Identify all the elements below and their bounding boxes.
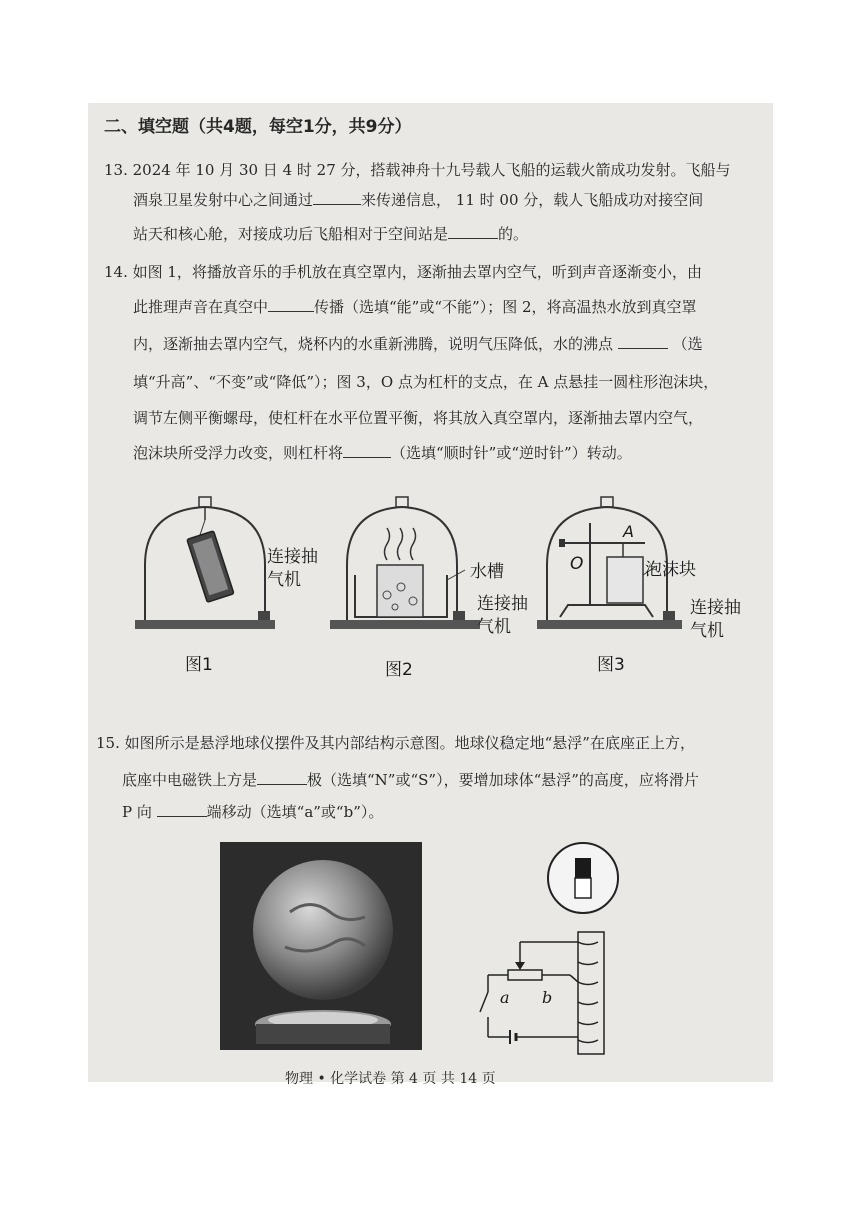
q15-text: 底座中电磁铁上方是 xyxy=(122,771,258,789)
answer-blank[interactable] xyxy=(343,443,391,458)
answer-blank[interactable] xyxy=(157,802,207,817)
electromagnet-circuit-diagram xyxy=(470,842,620,1057)
q14-text: （选 xyxy=(672,335,703,353)
q14-text: （选填“顺时针”或“逆时针”）转动。 xyxy=(391,444,632,462)
q14-text: 泡沫块所受浮力改变，则杠杆将 xyxy=(133,444,344,462)
fig2-pump-line2: 气机 xyxy=(477,617,511,637)
q13-text: 酒泉卫星发射中心之间通过 xyxy=(133,191,314,209)
answer-blank[interactable] xyxy=(448,224,498,239)
fig1-pump-line2: 气机 xyxy=(267,570,301,590)
q15-line3 xyxy=(122,802,383,822)
fig3-point-A: A xyxy=(623,522,634,541)
fig1-pump-line1: 连接抽 xyxy=(267,547,318,567)
q14-line3 xyxy=(133,334,703,354)
answer-blank[interactable] xyxy=(268,297,314,312)
answer-blank[interactable] xyxy=(618,334,668,349)
slider-end-b: b xyxy=(542,988,553,1007)
page-footer: 物理 • 化学试卷 第 4 页 共 14 页 xyxy=(285,1071,496,1087)
fig2-pump-label xyxy=(477,593,528,639)
q13-line2 xyxy=(133,190,703,210)
fig3-pump-label xyxy=(690,597,741,643)
answer-blank[interactable] xyxy=(257,770,307,785)
answer-blank[interactable] xyxy=(313,190,361,205)
q13-text: 的。 xyxy=(498,225,529,243)
q13-line3 xyxy=(133,224,528,244)
fig1-caption: 图1 xyxy=(185,655,213,675)
slider-end-a: a xyxy=(500,988,510,1007)
q15-text: P 向 xyxy=(122,803,152,821)
q14-line4: 填“升高”、“不变”或“降低”）；图 3，O 点为杠杆的支点，在 A 点悬挂一圆柱形泡沫块， xyxy=(133,373,719,391)
section-title: 二、填空题（共4题，每空1分，共9分） xyxy=(104,117,412,137)
q15-line1: 15. 如图所示是悬浮地球仪摆件及其内部结构示意图。地球仪稳定地“悬浮”在底座正上方， xyxy=(96,734,695,752)
q14-text: 此推理声音在真空中 xyxy=(133,298,269,316)
fig1-pump-label xyxy=(267,546,318,592)
q15-line2 xyxy=(122,770,699,790)
q15-text: 端移动（选填“a”或“b”）。 xyxy=(206,803,384,821)
fig2-tank-label: 水槽 xyxy=(470,562,504,582)
q13-text: 来传递信息， 11 时 00 分，载人飞船成功对接空间 xyxy=(361,191,704,209)
q14-line5: 调节左侧平衡螺母，使杠杆在水平位置平衡，将其放入真空罩内，逐渐抽去罩内空气， xyxy=(133,409,704,427)
q13-line1: 13. 2024 年 10 月 30 日 4 时 27 分，搭载神舟十九号载人飞船的运载火箭成功发射。飞船与 xyxy=(104,161,731,179)
fig3-pivot-O: O xyxy=(570,554,584,574)
fig2-caption: 图2 xyxy=(385,660,413,680)
fig3-caption: 图3 xyxy=(597,655,625,675)
q14-line2 xyxy=(133,297,697,317)
q14-text: 内，逐渐抽去罩内空气，烧杯内的水重新沸腾，说明气压降低，水的沸点 xyxy=(133,335,614,353)
levitating-globe-photo xyxy=(220,842,422,1050)
q14-line6 xyxy=(133,443,632,463)
figure-2-bell-jar-beaker xyxy=(325,495,485,640)
q14-line1: 14. 如图 1，将播放音乐的手机放在真空罩内，逐渐抽去罩内空气，听到声音逐渐变小，由 xyxy=(104,263,702,281)
q13-text: 站天和核心舱，对接成功后飞船相对于空间站是 xyxy=(133,225,449,243)
fig3-foam-label: 泡沫块 xyxy=(645,560,696,580)
q14-text: 传播（选填“能”或“不能”）；图 2，将高温热水放到真空罩 xyxy=(314,298,697,316)
fig3-pump-line1: 连接抽 xyxy=(690,598,741,618)
fig2-pump-line1: 连接抽 xyxy=(477,594,528,614)
fig3-pump-line2: 气机 xyxy=(690,621,724,641)
q15-text: 极（选填“N”或“S”），要增加球体“悬浮”的高度，应将滑片 xyxy=(307,771,699,789)
